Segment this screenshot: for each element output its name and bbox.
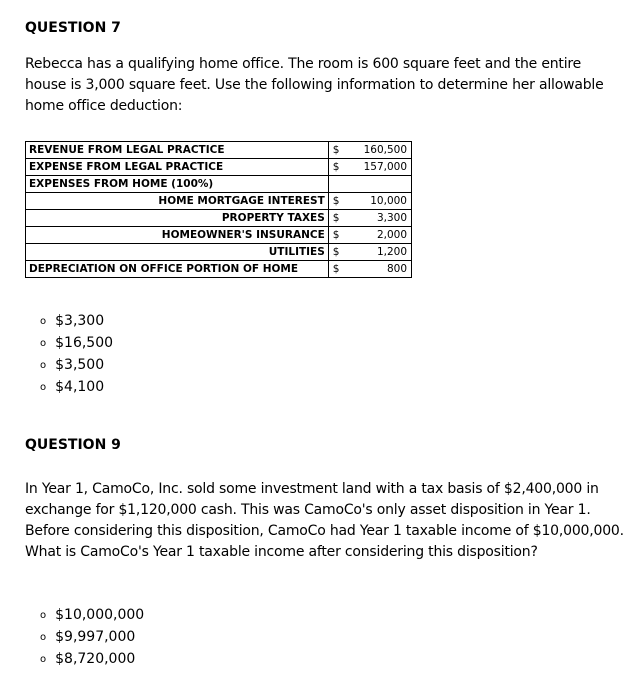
row-label: HOMEOWNER'S INSURANCE [26, 227, 329, 244]
question-7-options [40, 311, 113, 399]
option[interactable]: o $9,997,000 [40, 627, 144, 649]
table-row [26, 227, 412, 244]
row-label: UTILITIES [26, 244, 329, 261]
row-label: EXPENSE FROM LEGAL PRACTICE [26, 159, 329, 176]
question-7-text: Rebecca has a qualifying home office. The room is 600 square feet and the entire house is 3,000 square feet. Use the following information to determine her allowable home office deduction: [25, 56, 604, 114]
option[interactable]: o $3,300 [40, 311, 113, 333]
question-9-text: In Year 1, CamoCo, Inc. sold some investment land with a tax basis of $2,400,000 in exchange for $1,120,000 cash. This was CamoCo's only asset disposition in Year 1. Before considering this disposition, CamoCo had Year 1 taxable income of $10,000,000. What is CamoCo's Year 1 taxable income after considering this disposition? [25, 481, 624, 560]
amount: 800 [386, 263, 407, 275]
row-label: EXPENSES FROM HOME (100%) [26, 176, 329, 193]
row-value [328, 227, 411, 244]
currency: $ [332, 229, 340, 241]
option[interactable]: o $4,100 [40, 377, 113, 399]
amount: 160,500 [363, 144, 407, 156]
option[interactable]: o $10,000,000 [40, 605, 144, 627]
table-row [26, 176, 412, 193]
table-row [26, 193, 412, 210]
row-label: DEPRECIATION ON OFFICE PORTION OF HOME [26, 261, 329, 278]
option[interactable]: o $16,500 [40, 333, 113, 355]
row-value [328, 142, 411, 159]
question-7-title: QUESTION 7 [25, 20, 121, 36]
row-label: PROPERTY TAXES [26, 210, 329, 227]
amount: 2,000 [376, 229, 407, 241]
amount: 3,300 [376, 212, 407, 224]
row-value [328, 261, 411, 278]
table-row [26, 210, 412, 227]
currency: $ [332, 263, 340, 275]
currency: $ [332, 212, 340, 224]
currency: $ [332, 161, 340, 173]
option[interactable]: o $3,500 [40, 355, 113, 377]
table-row [26, 261, 412, 278]
row-value [328, 244, 411, 261]
row-value [328, 159, 411, 176]
row-value [328, 210, 411, 227]
row-label: HOME MORTGAGE INTEREST [26, 193, 329, 210]
amount: 1,200 [376, 246, 407, 258]
table-row [26, 142, 412, 159]
currency: $ [332, 144, 340, 156]
table-row [26, 244, 412, 261]
option[interactable]: o $8,720,000 [40, 649, 144, 671]
amount: 157,000 [363, 161, 407, 173]
row-value [328, 176, 411, 193]
row-label: REVENUE FROM LEGAL PRACTICE [26, 142, 329, 159]
currency: $ [332, 195, 340, 207]
table-row [26, 159, 412, 176]
amount: 10,000 [370, 195, 407, 207]
question-9-options [40, 605, 144, 671]
expense-table [25, 141, 412, 278]
row-value [328, 193, 411, 210]
currency: $ [332, 246, 340, 258]
question-9-title: QUESTION 9 [25, 437, 121, 453]
